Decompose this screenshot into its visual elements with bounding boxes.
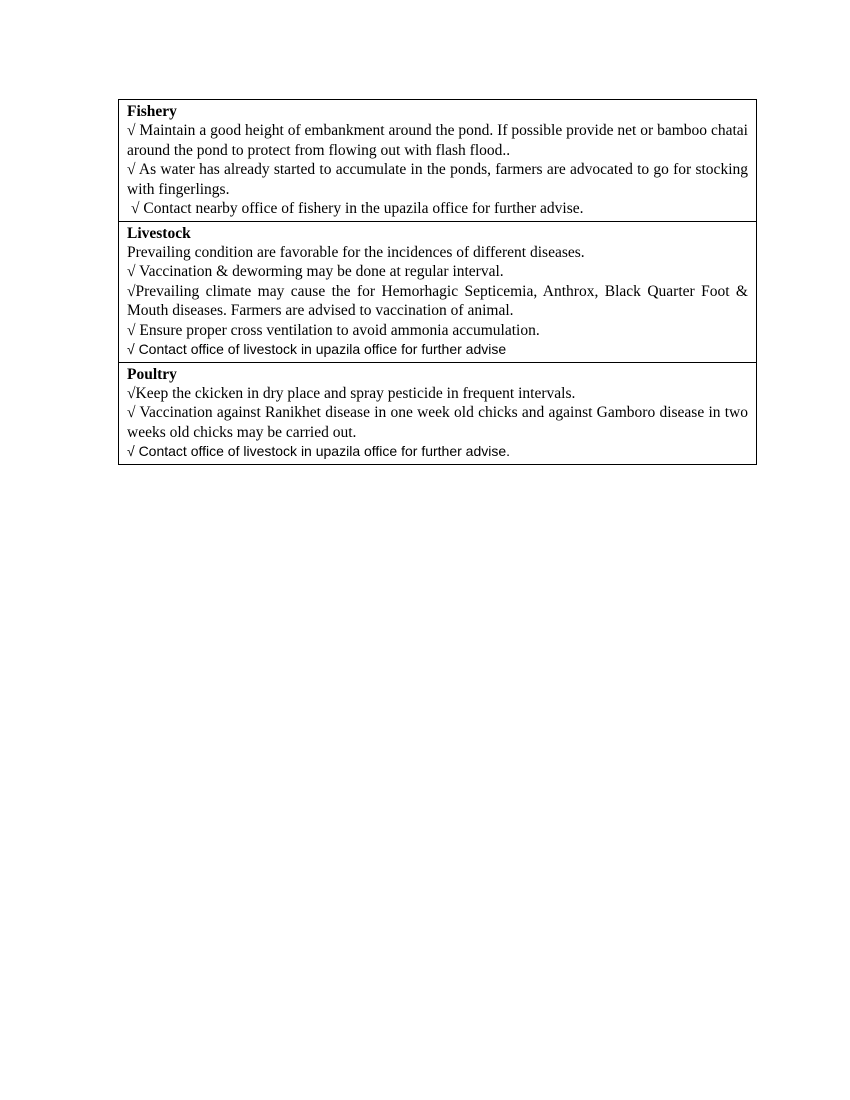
advice-line: √Prevailing climate may cause the for Hemorhagic Septicemia, Anthrox, Black Quarter Foot & Mouth diseases. Farmers are advised to vaccination of animal. (127, 282, 748, 319)
advice-line: √ Ensure proper cross ventilation to avoid ammonia accumulation. (127, 321, 540, 339)
advice-line: √ Maintain a good height of embankment around the pond. If possible provide net or bamboo chatai around the pond to protect from flowing out with flash flood.. (127, 122, 748, 159)
section-title: Fishery (127, 103, 177, 120)
advice-line: √ Contact office of livestock in upazila office for further advise. (127, 443, 511, 459)
advice-line: Prevailing condition are favorable for the incidences of different diseases. (127, 243, 585, 261)
livestock-section (119, 221, 756, 362)
advice-line: √ Vaccination & deworming may be done at regular interval. (127, 263, 504, 280)
advice-line: √ Contact nearby office of fishery in the upazila office for further advise. (131, 200, 584, 217)
advice-line: √ Contact office of livestock in upazila office for further advise (127, 341, 507, 357)
advice-line: √Keep the ckicken in dry place and spray pesticide in frequent intervals. (127, 384, 576, 402)
advice-line: √ As water has already started to accumulate in the ponds, farmers are advocated to go for stocking with fingerlings. (127, 161, 748, 198)
advisory-table (118, 99, 757, 465)
advice-line: √ Vaccination against Ranikhet disease in one week old chicks and against Gamboro disease in two weeks old chicks may be carried out. (127, 404, 748, 441)
section-title: Poultry (127, 365, 177, 383)
section-title: Livestock (127, 224, 191, 242)
fishery-section (119, 100, 756, 221)
poultry-section (119, 362, 756, 464)
